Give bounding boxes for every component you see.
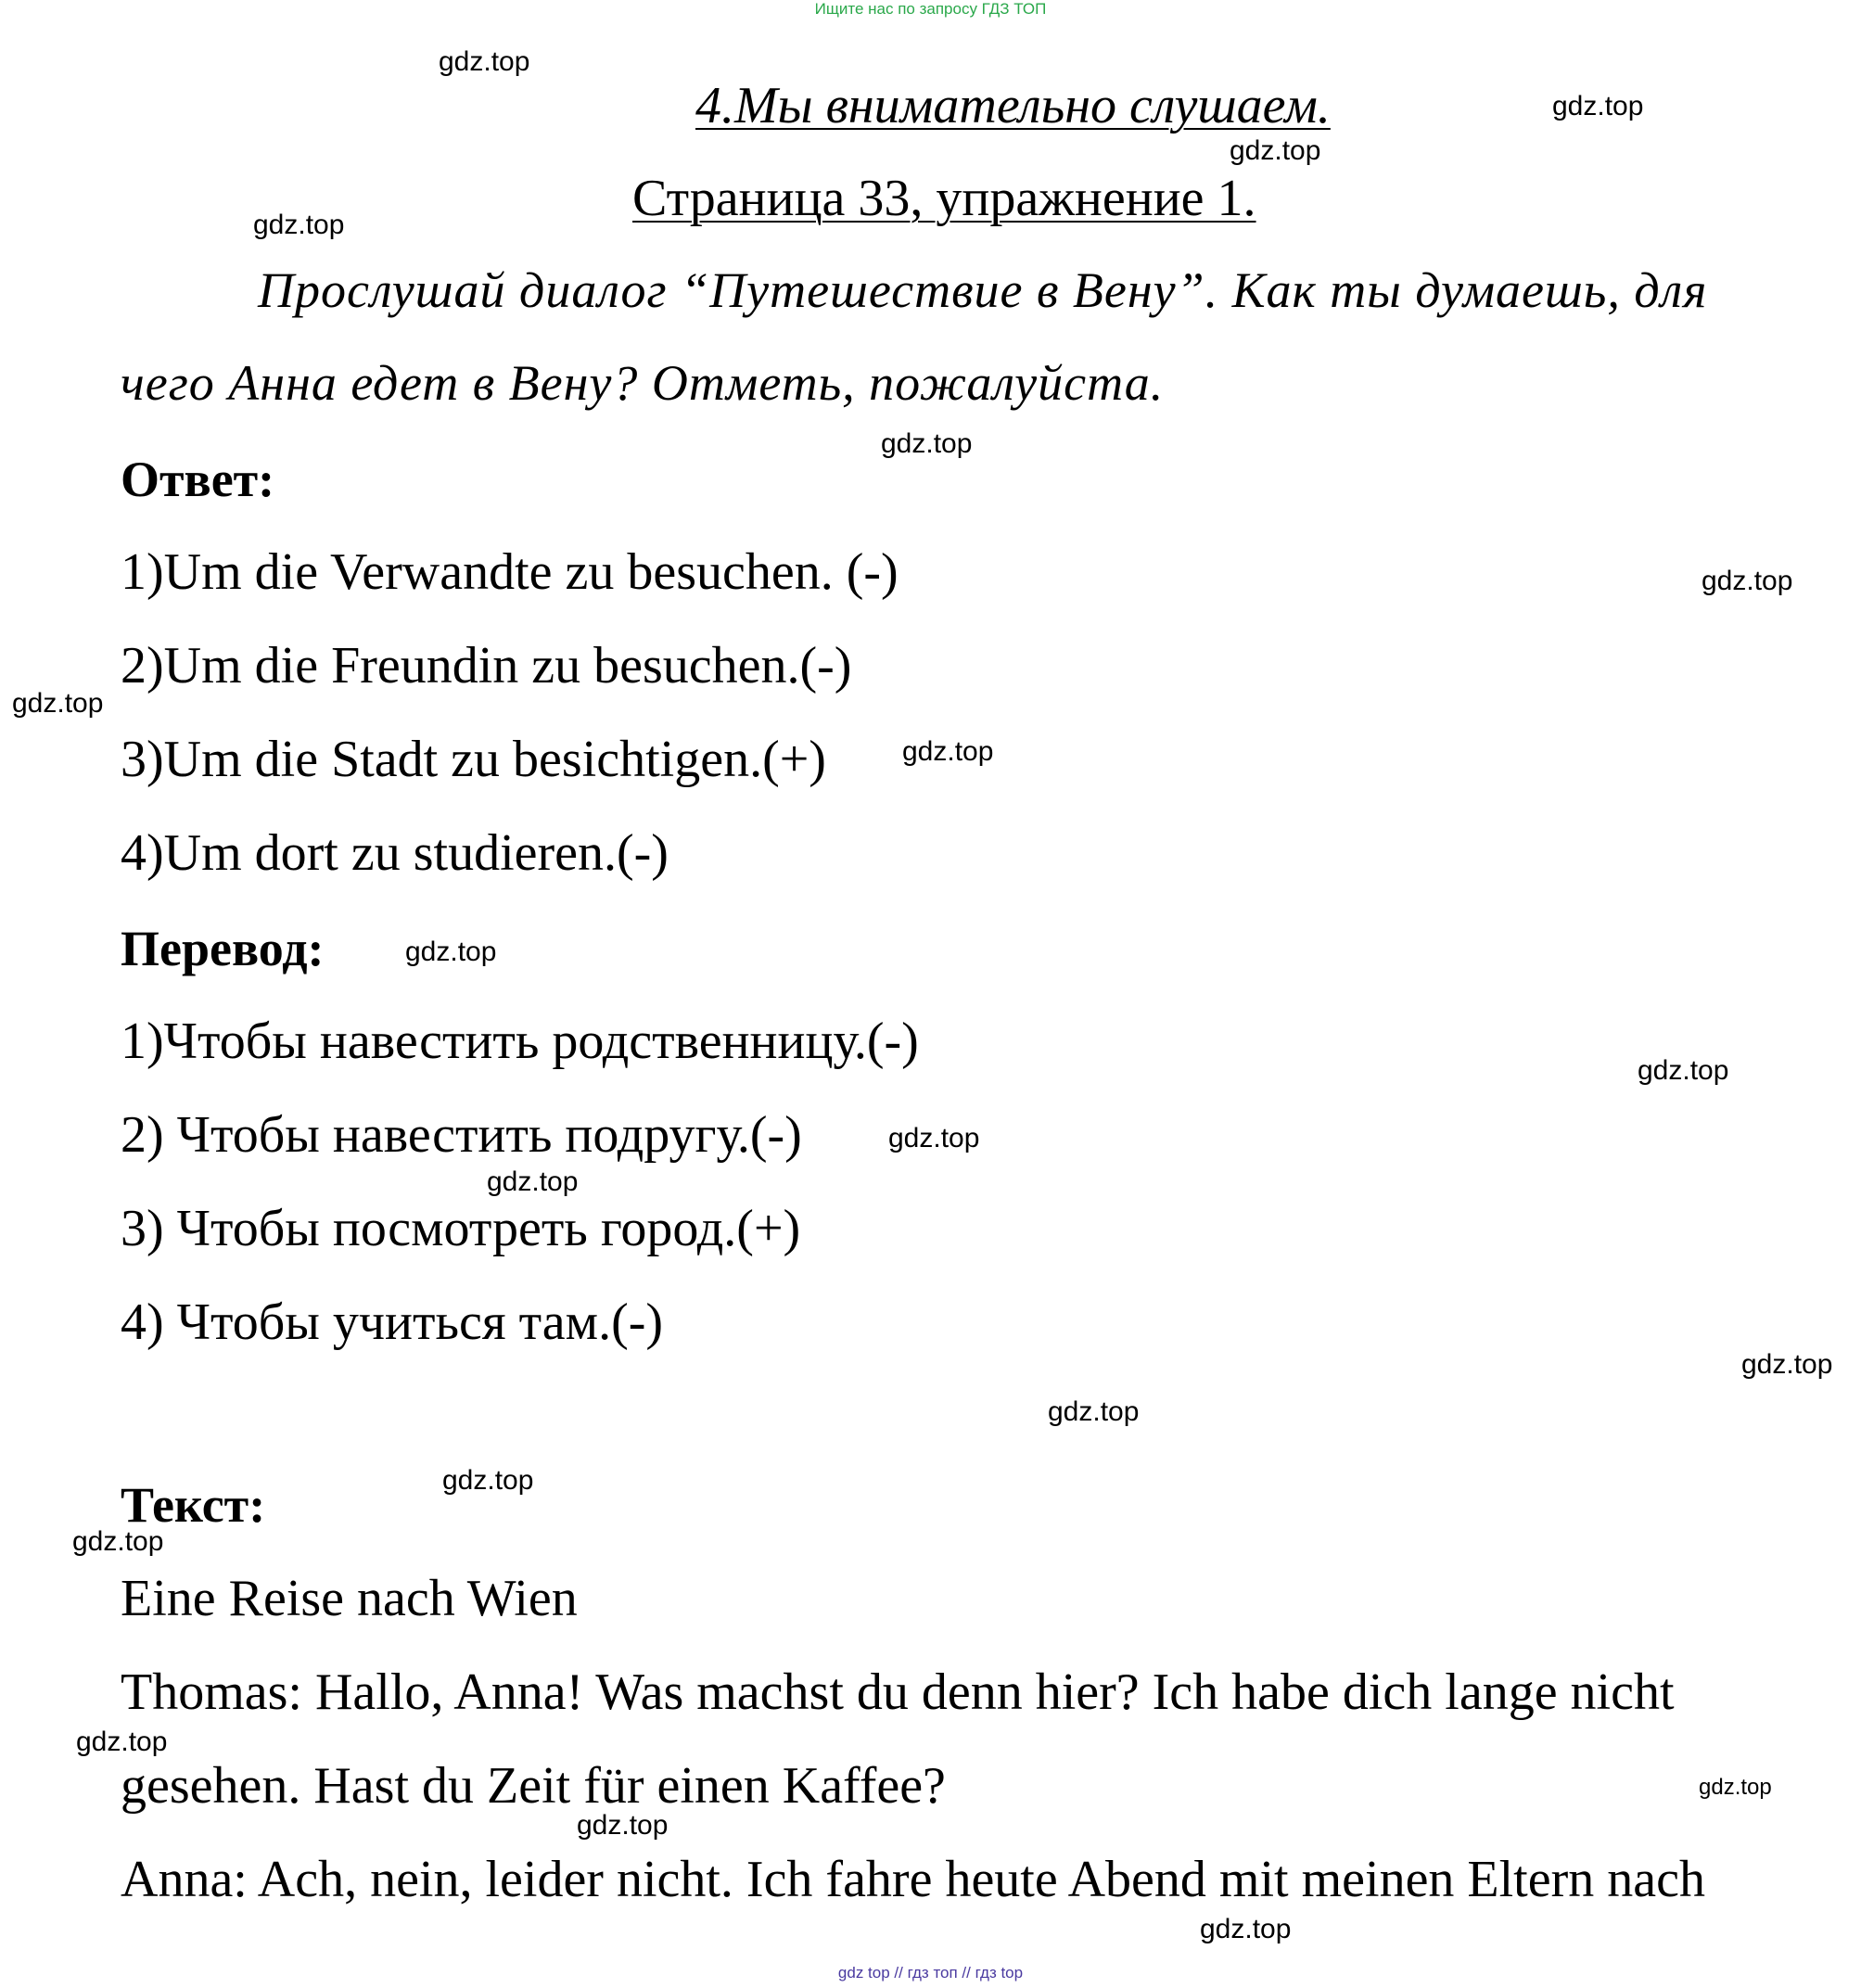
- watermark-text: gdz.top: [487, 1166, 579, 1197]
- watermark-text: gdz.top: [72, 1526, 164, 1557]
- answer-item: 4)Um dort zu studieren.(-): [121, 824, 669, 882]
- task-text-line-2: чего Анна едет в Вену? Отметь, пожалуйста.: [121, 355, 1165, 411]
- watermark-text: gdz.top: [1638, 1055, 1729, 1086]
- translation-item: 2) Чтобы навестить подругу.(-): [121, 1106, 802, 1164]
- watermark-text: gdz.top: [888, 1123, 980, 1153]
- watermark-text: gdz.top: [76, 1727, 168, 1757]
- text-line: Eine Reise nach Wien: [121, 1570, 578, 1627]
- text-heading: Текст:: [121, 1477, 266, 1533]
- text-line: gesehen. Hast du Zeit für einen Kaffee?: [121, 1757, 946, 1815]
- watermark-text: gdz.top: [1048, 1396, 1140, 1427]
- translation-heading: Перевод:: [121, 921, 325, 976]
- watermark-text: gdz.top: [1200, 1914, 1292, 1944]
- text-line: Anna: Ach, nein, leider nicht. Ich fahre heute Abend mit meinen Eltern nach: [121, 1851, 1705, 1908]
- watermark-text: gdz.top: [902, 736, 994, 767]
- answer-heading: Ответ:: [121, 452, 275, 507]
- translation-item: 3) Чтобы посмотреть город.(+): [121, 1200, 801, 1257]
- watermark-text: gdz.top: [439, 46, 530, 77]
- answer-item: 1)Um die Verwandte zu besuchen. (-): [121, 543, 899, 601]
- exercise-subtitle: Страница 33, упражнение 1.: [632, 170, 1256, 227]
- watermark-text: gdz.top: [1741, 1349, 1833, 1380]
- watermark-text: gdz.top: [1702, 566, 1793, 596]
- watermark-text: gdz.top: [577, 1810, 669, 1841]
- answer-item: 2)Um die Freundin zu besuchen.(-): [121, 637, 852, 695]
- watermark-text: gdz.top: [1552, 91, 1644, 121]
- text-line: Thomas: Hallo, Anna! Was machst du denn hier? Ich habe dich lange nicht: [121, 1663, 1675, 1721]
- watermark-text: gdz.top: [1699, 1775, 1772, 1800]
- watermark-text: gdz.top: [1230, 135, 1321, 166]
- task-text-line-1: Прослушай диалог “Путешествие в Вену”. Как ты думаешь, для: [258, 262, 1708, 318]
- translation-item: 1)Чтобы навестить родственницу.(-): [121, 1013, 919, 1070]
- watermark-text: gdz.top: [405, 937, 497, 967]
- watermark-text: gdz.top: [253, 210, 345, 240]
- watermark-text: gdz.top: [442, 1465, 534, 1496]
- page-title: 4.Мы внимательно слушаем.: [695, 77, 1331, 134]
- watermark-text: gdz.top: [12, 688, 104, 719]
- translation-item: 4) Чтобы учиться там.(-): [121, 1293, 664, 1351]
- watermark-text: gdz.top: [881, 428, 973, 459]
- answer-item: 3)Um die Stadt zu besichtigen.(+): [121, 731, 826, 788]
- bottom-banner: gdz top // гдз топ // гдз top: [837, 1964, 1024, 1982]
- top-banner: Ищите нас по запросу ГДЗ ТОП: [814, 0, 1047, 18]
